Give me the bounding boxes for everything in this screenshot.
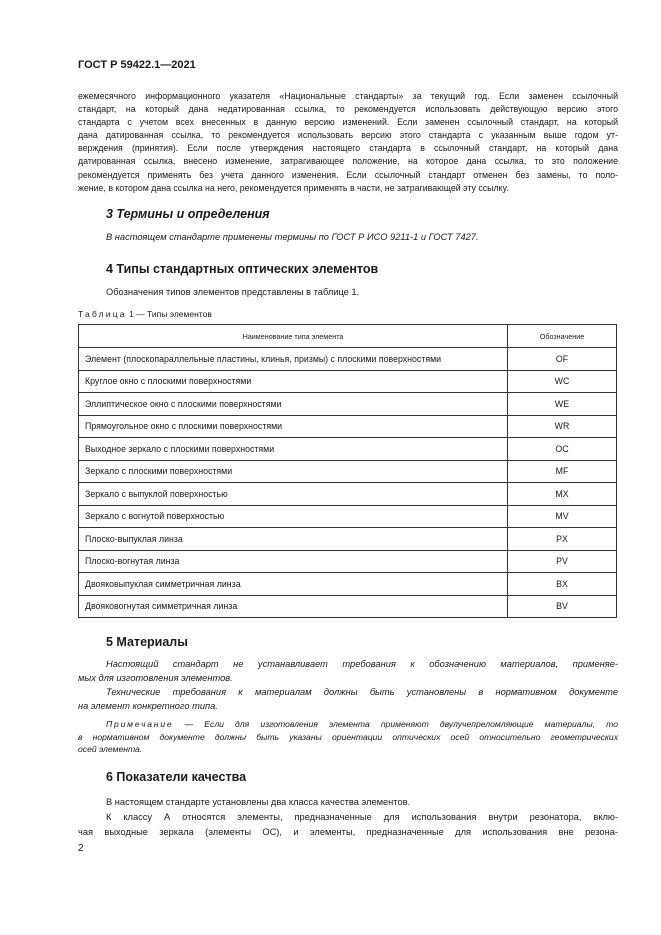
element-type-name: Двояковыпуклая симметричная линза bbox=[79, 573, 508, 596]
table-header-row bbox=[79, 325, 617, 348]
table-row bbox=[79, 370, 617, 393]
element-type-code: BX bbox=[508, 573, 617, 596]
intro-line: ежемесячного информационного указателя «Национальные стандарты» за текущий год. Если заменен ссылочный bbox=[78, 91, 618, 101]
section-3-heading: 3 Термины и определения bbox=[106, 207, 270, 221]
element-type-name: Плоско-выпуклая линза bbox=[79, 528, 508, 551]
text-line: на элемент конкретного типа. bbox=[78, 700, 218, 711]
text-line: К классу А относятся элементы, предназначенные для использования внутри резонатора, вклю- bbox=[106, 812, 618, 822]
note-line: осей элемента. bbox=[78, 744, 143, 755]
intro-line: стандарт, на который дана недатированная ссылка, то рекомендуется использовать действующую версию этого bbox=[78, 104, 618, 115]
element-type-code: WE bbox=[508, 393, 617, 416]
element-type-name: Эллиптическое окно с плоскими поверхностями bbox=[79, 393, 508, 416]
element-type-name: Зеркало с вогнутой поверхностью bbox=[79, 505, 508, 528]
table-row bbox=[79, 595, 617, 618]
intro-line: рекомендуется применять без учета данного изменения. Если ссылочный стандарт отменен без замены, то поло- bbox=[78, 169, 618, 180]
table-row bbox=[79, 550, 617, 573]
note-first-line bbox=[78, 718, 618, 731]
element-type-name: Плоско-вогнутая линза bbox=[79, 550, 508, 573]
table-row bbox=[79, 483, 617, 506]
element-type-code: WR bbox=[508, 415, 617, 438]
table-row bbox=[79, 438, 617, 461]
element-type-code: MF bbox=[508, 460, 617, 483]
intro-line: датированная ссылка, внесено изменение, затрагивающее положение, на которое дана ссылка, то это положение bbox=[78, 156, 618, 167]
text-line: Технические требования к материалам должны быть установлены в нормативном документе bbox=[106, 687, 618, 697]
text-line: Настоящий стандарт не устанавливает требования к обозначению материалов, применяе- bbox=[106, 659, 618, 669]
element-type-code: BV bbox=[508, 595, 617, 618]
document-id-header: ГОСТ Р 59422.1—2021 bbox=[78, 59, 196, 71]
section-5-paragraph-1 bbox=[78, 658, 618, 685]
element-type-code: OC bbox=[508, 438, 617, 461]
section-5-note bbox=[78, 718, 618, 756]
section-3-text: В настоящем стандарте применены термины по ГОСТ Р ИСО 9211-1 и ГОСТ 7427. bbox=[106, 232, 479, 242]
table-row bbox=[79, 505, 617, 528]
table-row bbox=[79, 460, 617, 483]
element-type-name: Прямоугольное окно с плоскими поверхностями bbox=[79, 415, 508, 438]
element-type-name: Двояковогнутая симметричная линза bbox=[79, 595, 508, 618]
table-caption-label: Таблица bbox=[78, 309, 127, 319]
table-row bbox=[79, 528, 617, 551]
section-6-heading: 6 Показатели качества bbox=[106, 770, 247, 784]
element-type-name: Выходное зеркало с плоскими поверхностями bbox=[79, 438, 508, 461]
note-line: в нормативном документе должны быть указаны ориентации оптических осей относительно геометрических bbox=[78, 731, 618, 742]
page-number: 2 bbox=[78, 843, 84, 854]
element-type-code: OF bbox=[508, 348, 617, 371]
table-caption bbox=[78, 309, 212, 319]
table-row bbox=[79, 393, 617, 416]
table-caption-text: 1 — Типы элементов bbox=[129, 309, 212, 319]
element-type-name: Зеркало с плоскими поверхностями bbox=[79, 460, 508, 483]
element-type-code: MV bbox=[508, 505, 617, 528]
element-type-name: Круглое окно с плоскими поверхностями bbox=[79, 370, 508, 393]
intro-line: стандарта с учетом всех внесенных в данную версию изменений. Если заменен ссылочный стандарт, на который bbox=[78, 117, 618, 128]
intro-line: жение, в котором дана ссылка на него, рекомендуется применять в части, не затрагивающей эту ссылку. bbox=[78, 182, 509, 193]
section-4-text: Обозначения типов элементов представлены в таблице 1. bbox=[106, 287, 360, 297]
intro-paragraph bbox=[78, 90, 618, 195]
section-5-heading: 5 Материалы bbox=[106, 635, 188, 649]
element-type-name: Зеркало с выпуклой поверхностью bbox=[79, 483, 508, 506]
table-row bbox=[79, 415, 617, 438]
section-4-heading: 4 Типы стандартных оптических элементов bbox=[106, 262, 379, 276]
section-6-text bbox=[78, 795, 618, 840]
note-label: Примечание bbox=[106, 719, 174, 729]
intro-line: дана датированная ссылка, то рекомендуется использовать версию этого стандарта с указанным выше годом ут- bbox=[78, 130, 618, 141]
column-header-code: Обозначение bbox=[508, 325, 617, 348]
table-row bbox=[79, 348, 617, 371]
text-line: мых для изготовления элементов. bbox=[78, 672, 233, 683]
element-type-code: MX bbox=[508, 483, 617, 506]
element-type-code: PV bbox=[508, 550, 617, 573]
table-row bbox=[79, 573, 617, 596]
element-type-name: Элемент (плоскопараллельные пластины, клинья, призмы) с плоскими поверхностями bbox=[79, 348, 508, 371]
column-header-name: Наименование типа элемента bbox=[79, 325, 508, 348]
text-line: чая выходные зеркала (элементы ОС), и элементы, предназначенные для использования вне резона- bbox=[78, 827, 618, 837]
section-5-paragraph-2 bbox=[78, 686, 618, 713]
intro-line: верждения (принятия). Если после утверждения настоящего стандарта в ссылочный стандарт, на который дана bbox=[78, 143, 618, 154]
element-type-code: WC bbox=[508, 370, 617, 393]
note-text: — Если для изготовления элемента применяют двулучепреломляющие материалы, то bbox=[173, 719, 618, 729]
element-types-table bbox=[78, 324, 617, 618]
text-line: В настоящем стандарте установлены два класса качества элементов. bbox=[106, 797, 411, 807]
element-type-code: PX bbox=[508, 528, 617, 551]
